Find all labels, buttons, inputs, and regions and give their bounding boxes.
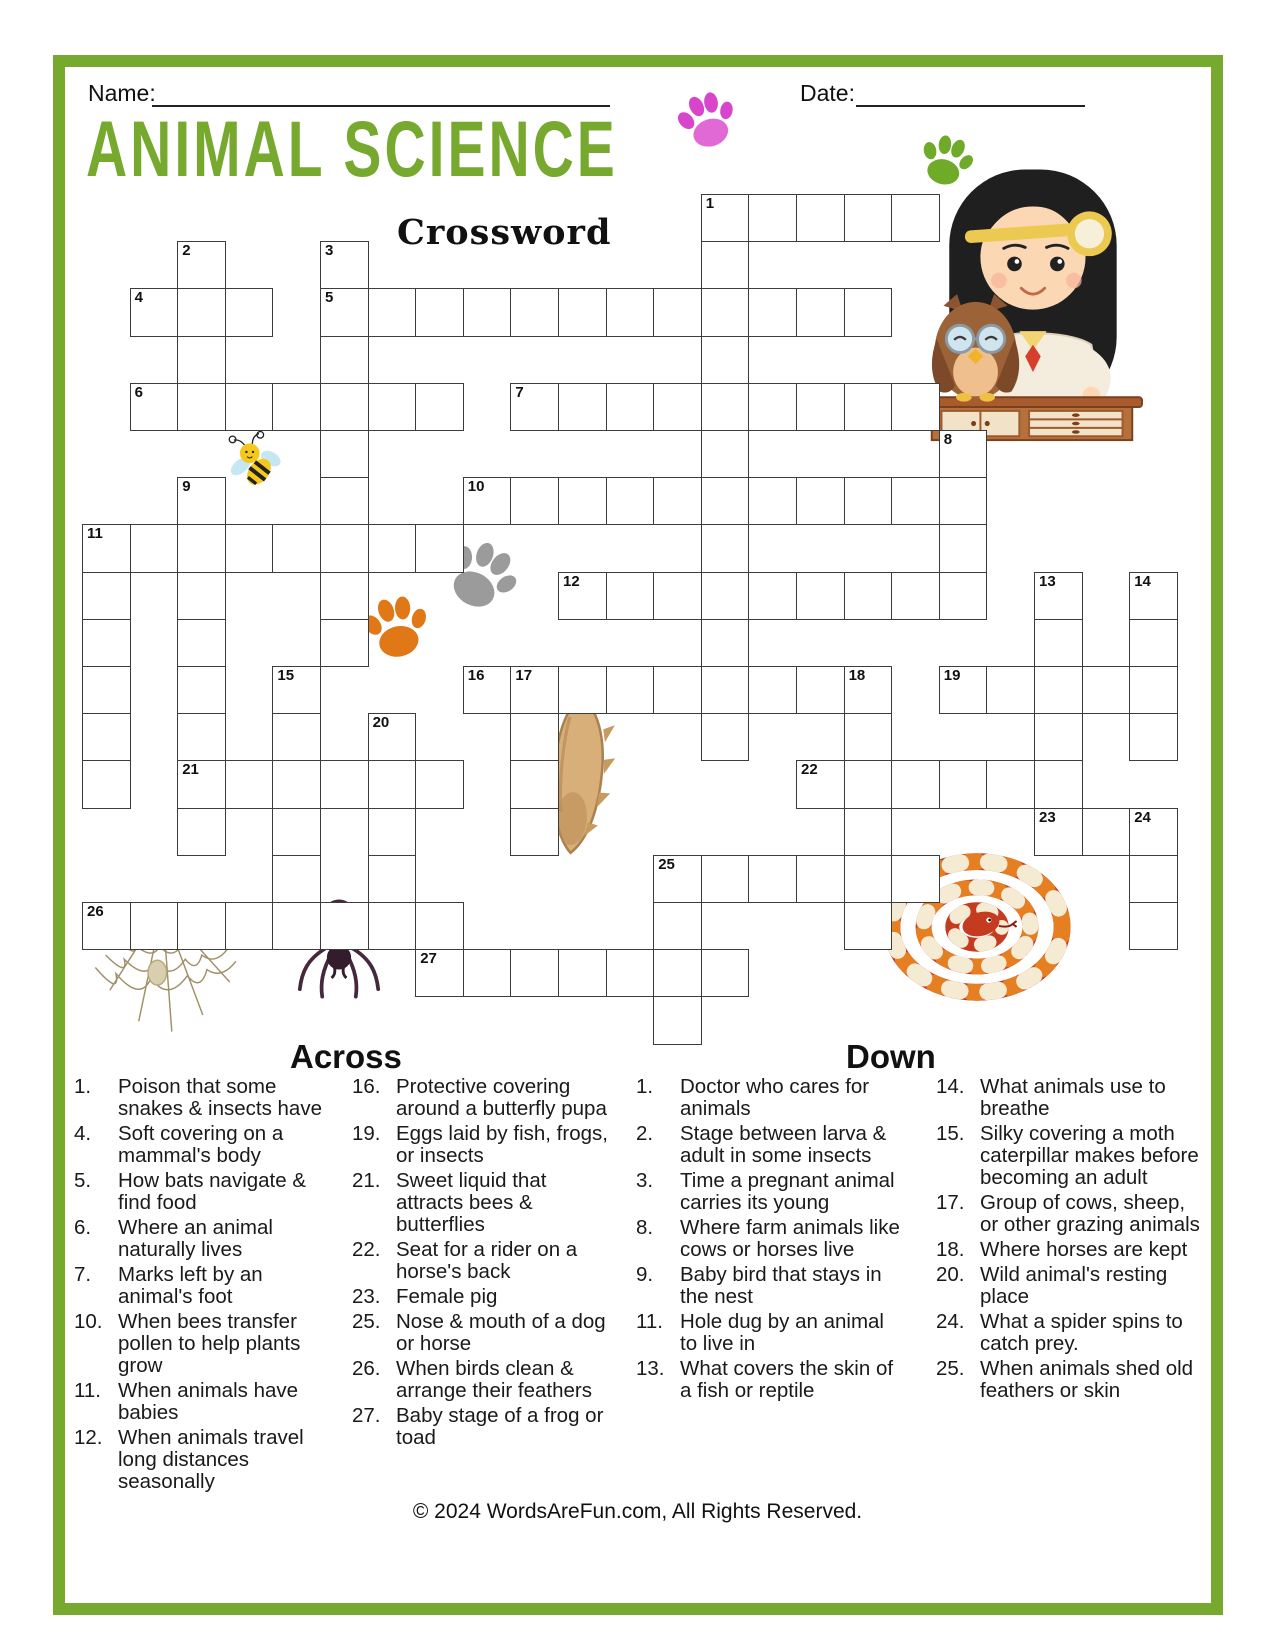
grid-cell[interactable] xyxy=(653,288,702,336)
grid-cell[interactable] xyxy=(1129,619,1178,667)
grid-cell[interactable] xyxy=(1129,855,1178,903)
down-header: Down xyxy=(846,1038,936,1075)
clue-item xyxy=(74,1123,342,1167)
clue-item xyxy=(636,1358,906,1402)
grid-cell[interactable] xyxy=(510,477,559,525)
clue-number: 26. xyxy=(352,1357,381,1380)
grid-cell[interactable] xyxy=(1034,572,1083,620)
grid-cell[interactable] xyxy=(701,430,750,478)
grid-cell[interactable] xyxy=(225,288,274,336)
grid-cell[interactable] xyxy=(701,713,750,761)
clue-item xyxy=(936,1076,1202,1120)
grid-cell[interactable] xyxy=(510,760,559,808)
grid-cell[interactable] xyxy=(939,760,988,808)
grid-cell[interactable] xyxy=(320,430,369,478)
grid-cell[interactable] xyxy=(701,666,750,714)
grid-cell[interactable] xyxy=(368,902,417,950)
grid-cell[interactable] xyxy=(558,949,607,997)
grid-cell[interactable] xyxy=(320,288,369,336)
grid-cell[interactable] xyxy=(844,808,893,856)
grid-cell[interactable] xyxy=(558,477,607,525)
clue-text: What animals use to breathe xyxy=(980,1075,1166,1120)
grid-cell[interactable] xyxy=(1082,666,1131,714)
grid-cell[interactable] xyxy=(986,760,1035,808)
grid-cell[interactable] xyxy=(558,383,607,431)
grid-cell[interactable] xyxy=(606,949,655,997)
grid-cell[interactable] xyxy=(415,383,464,431)
grid-cell[interactable] xyxy=(82,572,131,620)
grid-cell[interactable] xyxy=(606,572,655,620)
clue-item xyxy=(636,1170,906,1214)
grid-cell[interactable] xyxy=(320,477,369,525)
grid-cell[interactable] xyxy=(415,902,464,950)
grid-cell[interactable] xyxy=(225,902,274,950)
grid-cell[interactable] xyxy=(177,477,226,525)
clue-number: 16. xyxy=(352,1075,381,1098)
clue-text: Where horses are kept xyxy=(980,1238,1188,1261)
clue-number: 6. xyxy=(74,1216,92,1239)
clue-number: 3. xyxy=(636,1169,654,1192)
grid-cell[interactable] xyxy=(748,666,797,714)
grid-cell[interactable] xyxy=(82,902,131,950)
name-label: Name: xyxy=(88,80,156,106)
grid-cell[interactable] xyxy=(177,572,226,620)
clue-number: 11. xyxy=(636,1310,663,1333)
clue-text: Where farm animals like cows or horses live xyxy=(680,1216,900,1261)
grid-cell[interactable] xyxy=(748,194,797,242)
grid-cell[interactable] xyxy=(130,902,179,950)
clue-item xyxy=(936,1311,1202,1355)
down-clues-column-1 xyxy=(636,1076,906,1402)
grid-cell[interactable] xyxy=(891,572,940,620)
grid-cell[interactable] xyxy=(701,619,750,667)
grid-cell[interactable] xyxy=(701,524,750,572)
grid-cell[interactable] xyxy=(320,619,369,667)
grid-cell[interactable] xyxy=(844,572,893,620)
grid-cell[interactable] xyxy=(1129,808,1178,856)
clue-item xyxy=(74,1217,342,1261)
grid-cell[interactable] xyxy=(463,666,512,714)
grid-cell[interactable] xyxy=(82,713,131,761)
clue-number: 12. xyxy=(74,1426,103,1449)
grid-cell[interactable] xyxy=(177,241,226,289)
grid-cell[interactable] xyxy=(510,288,559,336)
grid-cell[interactable] xyxy=(939,430,988,478)
grid-cell[interactable] xyxy=(653,902,702,950)
clue-item xyxy=(352,1405,608,1449)
clue-item xyxy=(936,1239,1202,1261)
clue-number: 18. xyxy=(936,1238,965,1261)
grid-cell[interactable] xyxy=(130,524,179,572)
grid-cell[interactable] xyxy=(844,383,893,431)
grid-cell[interactable] xyxy=(844,288,893,336)
grid-cell[interactable] xyxy=(463,477,512,525)
page-subtitle: Crossword xyxy=(397,212,612,253)
grid-cell[interactable] xyxy=(606,666,655,714)
clue-number: 19. xyxy=(352,1122,381,1145)
grid-cell[interactable] xyxy=(701,383,750,431)
clue-number: 1. xyxy=(636,1075,654,1098)
grid-cell[interactable] xyxy=(701,241,750,289)
clue-item xyxy=(636,1123,906,1167)
grid-cell[interactable] xyxy=(510,666,559,714)
clue-number: 22. xyxy=(352,1238,381,1261)
clue-text: Protective covering around a butterfly pupa xyxy=(396,1075,607,1120)
grid-cell[interactable] xyxy=(748,855,797,903)
grid-cell[interactable] xyxy=(986,666,1035,714)
grid-cell[interactable] xyxy=(606,383,655,431)
clue-item xyxy=(74,1264,342,1308)
grid-cell[interactable] xyxy=(463,288,512,336)
grid-cell[interactable] xyxy=(748,477,797,525)
grid-cell[interactable] xyxy=(558,288,607,336)
grid-cell[interactable] xyxy=(701,336,750,384)
grid-cell[interactable] xyxy=(844,855,893,903)
clue-number: 21. xyxy=(352,1169,381,1192)
grid-cell[interactable] xyxy=(653,666,702,714)
desk-top xyxy=(922,397,1142,407)
grid-cell[interactable] xyxy=(748,572,797,620)
clue-number: 8. xyxy=(636,1216,654,1239)
grid-cell[interactable] xyxy=(1034,808,1083,856)
footer-text: © 2024 WordsAreFun.com, All Rights Reserved. xyxy=(412,1500,863,1523)
clue-item xyxy=(352,1076,608,1120)
down-clues-column-2 xyxy=(936,1076,1202,1402)
clue-number: 25. xyxy=(352,1310,381,1333)
clue-text: When bees transfer pollen to help plants grow xyxy=(118,1310,301,1377)
grid-cell[interactable] xyxy=(844,194,893,242)
grid-cell[interactable] xyxy=(320,383,369,431)
grid-cell[interactable] xyxy=(796,288,845,336)
grid-cell[interactable] xyxy=(653,996,702,1044)
grid-cell[interactable] xyxy=(653,855,702,903)
cell-number: 16 xyxy=(467,667,485,684)
grid-cell[interactable] xyxy=(320,902,369,950)
grid-cell[interactable] xyxy=(1129,666,1178,714)
cell-number: 26 xyxy=(87,903,104,920)
cell-number: 5 xyxy=(325,289,334,307)
cell-number: 25 xyxy=(658,855,675,873)
grid-cell[interactable] xyxy=(510,383,559,431)
clue-number: 24. xyxy=(936,1310,965,1333)
grid-cell[interactable] xyxy=(320,241,369,289)
grid-cell[interactable] xyxy=(368,383,417,431)
grid-cell[interactable] xyxy=(177,808,226,856)
grid-cell[interactable] xyxy=(606,477,655,525)
grid-cell[interactable] xyxy=(177,666,226,714)
clue-number: 2. xyxy=(636,1122,654,1145)
grid-cell[interactable] xyxy=(796,477,845,525)
clue-item xyxy=(352,1311,608,1355)
grid-cell[interactable] xyxy=(320,572,369,620)
clue-number: 15. xyxy=(936,1122,965,1145)
grid-cell[interactable] xyxy=(272,383,321,431)
grid-cell[interactable] xyxy=(320,336,369,384)
clue-text: Marks left by an animal's foot xyxy=(118,1263,263,1308)
grid-cell[interactable] xyxy=(653,949,702,997)
grid-cell[interactable] xyxy=(891,855,940,903)
clue-text: What covers the skin of a fish or reptile xyxy=(680,1357,894,1402)
grid-cell[interactable] xyxy=(82,760,131,808)
grid-cell[interactable] xyxy=(844,666,893,714)
grid-cell[interactable] xyxy=(177,902,226,950)
vet-girl-illustration xyxy=(918,152,1146,444)
clue-text: Time a pregnant animal carries its young xyxy=(680,1169,895,1214)
grid-cell[interactable] xyxy=(272,808,321,856)
grid-cell[interactable] xyxy=(272,902,321,950)
clue-item xyxy=(74,1076,342,1120)
grid-cell[interactable] xyxy=(225,524,274,572)
grid-cell[interactable] xyxy=(1082,808,1131,856)
date-label: Date: xyxy=(800,80,855,106)
clue-text: When animals shed old feathers or skin xyxy=(980,1357,1194,1402)
grid-cell[interactable] xyxy=(701,572,750,620)
grid-cell[interactable] xyxy=(653,572,702,620)
grid-cell[interactable] xyxy=(844,713,893,761)
clue-text: Baby stage of a frog or toad xyxy=(396,1404,604,1449)
grid-cell[interactable] xyxy=(701,855,750,903)
grid-cell[interactable] xyxy=(796,194,845,242)
clue-number: 1. xyxy=(74,1075,92,1098)
date-input-line[interactable] xyxy=(856,103,1085,107)
grid-cell[interactable] xyxy=(891,383,940,431)
clue-text: Sweet liquid that attracts bees & butterflies xyxy=(396,1169,547,1236)
grid-cell[interactable] xyxy=(653,477,702,525)
grid-cell[interactable] xyxy=(177,288,226,336)
clue-item xyxy=(936,1192,1202,1236)
grid-cell[interactable] xyxy=(177,383,226,431)
cell-number: 21 xyxy=(182,761,199,779)
grid-cell[interactable] xyxy=(177,336,226,384)
clue-text: Soft covering on a mammal's body xyxy=(118,1122,284,1167)
grid-cell[interactable] xyxy=(748,383,797,431)
grid-cell[interactable] xyxy=(272,855,321,903)
clue-number: 4. xyxy=(74,1122,92,1145)
grid-cell[interactable] xyxy=(225,760,274,808)
cell-number: 6 xyxy=(134,383,143,401)
grid-cell[interactable] xyxy=(82,619,131,667)
grid-cell[interactable] xyxy=(415,524,464,572)
grid-cell[interactable] xyxy=(177,524,226,572)
clue-item xyxy=(936,1264,1202,1308)
clue-item xyxy=(352,1239,608,1283)
across-clues-column-2 xyxy=(352,1076,608,1449)
grid-cell[interactable] xyxy=(891,477,940,525)
grid-cell[interactable] xyxy=(130,383,179,431)
clue-text: Where an animal naturally lives xyxy=(118,1216,273,1261)
clue-text: When animals travel long distances seasonally xyxy=(118,1426,304,1493)
grid-cell[interactable] xyxy=(653,383,702,431)
clue-text: When animals have babies xyxy=(118,1379,299,1424)
cell-number: 12 xyxy=(563,572,580,590)
bee-icon xyxy=(222,432,288,495)
cell-number: 11 xyxy=(87,525,103,543)
grid-cell[interactable] xyxy=(225,383,274,431)
grid-cell[interactable] xyxy=(415,760,464,808)
cell-number: 4 xyxy=(134,289,143,307)
grid-cell[interactable] xyxy=(272,760,321,808)
clue-text: When birds clean & arrange their feathers xyxy=(396,1357,593,1402)
grid-cell[interactable] xyxy=(1129,902,1178,950)
grid-cell[interactable] xyxy=(891,760,940,808)
clue-text: Wild animal's resting place xyxy=(980,1263,1168,1308)
grid-cell[interactable] xyxy=(368,760,417,808)
cell-number: 24 xyxy=(1134,808,1151,826)
clue-text: Stage between larva & adult in some insects xyxy=(680,1122,887,1167)
clue-number: 17. xyxy=(936,1191,965,1214)
clue-text: What a spider spins to catch prey. xyxy=(980,1310,1183,1355)
clue-item xyxy=(74,1311,342,1377)
grid-cell[interactable] xyxy=(82,666,131,714)
clue-number: 13. xyxy=(636,1357,665,1380)
grid-cell[interactable] xyxy=(558,666,607,714)
grid-cell[interactable] xyxy=(510,808,559,856)
grid-cell[interactable] xyxy=(939,572,988,620)
grid-cell[interactable] xyxy=(272,524,321,572)
cell-number: 3 xyxy=(325,242,334,260)
cell-number: 10 xyxy=(467,478,485,496)
grid-cell[interactable] xyxy=(82,524,131,572)
grid-cell[interactable] xyxy=(1129,572,1178,620)
clue-item xyxy=(636,1311,906,1355)
cell-number: 1 xyxy=(705,195,715,212)
clue-number: 27. xyxy=(352,1404,381,1427)
cell-number: 20 xyxy=(372,714,390,732)
grid-cell[interactable] xyxy=(510,949,559,997)
grid-cell[interactable] xyxy=(939,524,988,572)
grid-cell[interactable] xyxy=(701,949,750,997)
grid-cell[interactable] xyxy=(558,572,607,620)
clue-number: 23. xyxy=(352,1285,381,1308)
clue-text: Hole dug by an animal to live in xyxy=(680,1310,884,1355)
clue-text: Group of cows, sheep, or other grazing animals xyxy=(980,1191,1200,1236)
clue-text: Baby bird that stays in the nest xyxy=(680,1263,882,1308)
cell-number: 14 xyxy=(1134,572,1151,590)
clue-item xyxy=(74,1380,342,1424)
grid-cell[interactable] xyxy=(748,288,797,336)
clue-number: 25. xyxy=(936,1357,965,1380)
grid-cell[interactable] xyxy=(415,288,464,336)
across-header: Across xyxy=(290,1038,402,1075)
grid-cell[interactable] xyxy=(272,666,321,714)
grid-cell[interactable] xyxy=(368,713,417,761)
grid-cell[interactable] xyxy=(130,288,179,336)
grid-cell[interactable] xyxy=(463,949,512,997)
grid-cell[interactable] xyxy=(1034,619,1083,667)
grid-cell[interactable] xyxy=(368,808,417,856)
clue-item xyxy=(352,1286,608,1308)
cell-number: 17 xyxy=(515,667,533,684)
grid-cell[interactable] xyxy=(177,619,226,667)
grid-cell[interactable] xyxy=(177,713,226,761)
cell-number: 19 xyxy=(943,667,961,684)
clue-number: 5. xyxy=(74,1169,92,1192)
grid-cell[interactable] xyxy=(844,902,893,950)
clue-text: Silky covering a moth caterpillar makes before becoming an adult xyxy=(980,1122,1199,1189)
grid-cell[interactable] xyxy=(1129,713,1178,761)
grid-cell[interactable] xyxy=(320,524,369,572)
clue-item xyxy=(74,1170,342,1214)
cell-number: 2 xyxy=(182,242,191,260)
page-title: ANIMAL SCIENCE xyxy=(86,105,618,194)
clue-item xyxy=(936,1123,1202,1189)
cell-number: 15 xyxy=(277,667,295,684)
grid-cell[interactable] xyxy=(796,383,845,431)
clue-number: 11. xyxy=(74,1379,101,1402)
grid-cell[interactable] xyxy=(272,713,321,761)
grid-cell[interactable] xyxy=(891,194,940,242)
grid-cell[interactable] xyxy=(939,666,988,714)
cell-number: 9 xyxy=(182,478,191,496)
clue-item xyxy=(636,1264,906,1308)
clue-text: Female pig xyxy=(396,1285,498,1308)
grid-cell[interactable] xyxy=(796,572,845,620)
across-clues-column-1 xyxy=(74,1076,342,1493)
clue-item xyxy=(352,1170,608,1236)
clue-text: Doctor who cares for animals xyxy=(680,1075,870,1120)
grid-cell[interactable] xyxy=(701,288,750,336)
grid-cell[interactable] xyxy=(606,288,655,336)
clue-item xyxy=(74,1427,342,1493)
grid-cell[interactable] xyxy=(368,288,417,336)
grid-cell[interactable] xyxy=(177,760,226,808)
clue-number: 20. xyxy=(936,1263,965,1286)
grid-cell[interactable] xyxy=(415,949,464,997)
grid-cell[interactable] xyxy=(796,855,845,903)
grid-cell[interactable] xyxy=(1034,666,1083,714)
clue-number: 9. xyxy=(636,1263,654,1286)
grid-cell[interactable] xyxy=(701,477,750,525)
clue-text: Seat for a rider on a horse's back xyxy=(396,1238,578,1283)
cell-number: 7 xyxy=(515,383,524,401)
grid-cell[interactable] xyxy=(368,524,417,572)
cell-number: 27 xyxy=(420,950,437,968)
grid-cell[interactable] xyxy=(796,760,845,808)
clue-item xyxy=(636,1076,906,1120)
grid-cell[interactable] xyxy=(939,477,988,525)
cell-number: 13 xyxy=(1039,572,1056,590)
clue-number: 14. xyxy=(936,1075,965,1098)
cell-number: 8 xyxy=(943,431,953,448)
clue-item xyxy=(936,1358,1202,1402)
grid-cell[interactable] xyxy=(320,760,369,808)
grid-cell[interactable] xyxy=(1034,760,1083,808)
clue-item xyxy=(352,1123,608,1167)
grid-cell[interactable] xyxy=(510,713,559,761)
clue-number: 10. xyxy=(74,1310,103,1333)
clue-number: 7. xyxy=(74,1263,92,1286)
cell-number: 23 xyxy=(1039,808,1056,826)
clue-text: How bats navigate & find food xyxy=(118,1169,307,1214)
grid-cell[interactable] xyxy=(796,666,845,714)
clue-text: Poison that some snakes & insects have xyxy=(118,1075,322,1120)
clue-text: Eggs laid by fish, frogs, or insects xyxy=(396,1122,608,1167)
cell-number: 22 xyxy=(801,761,818,779)
grid-cell[interactable] xyxy=(1034,713,1083,761)
cell-number: 18 xyxy=(848,667,866,684)
clue-item xyxy=(352,1358,608,1402)
grid-cell[interactable] xyxy=(368,855,417,903)
grid-cell[interactable] xyxy=(701,194,750,242)
grid-cell[interactable] xyxy=(844,760,893,808)
clue-item xyxy=(636,1217,906,1261)
grid-cell[interactable] xyxy=(844,477,893,525)
clue-text: Nose & mouth of a dog or horse xyxy=(396,1310,606,1355)
